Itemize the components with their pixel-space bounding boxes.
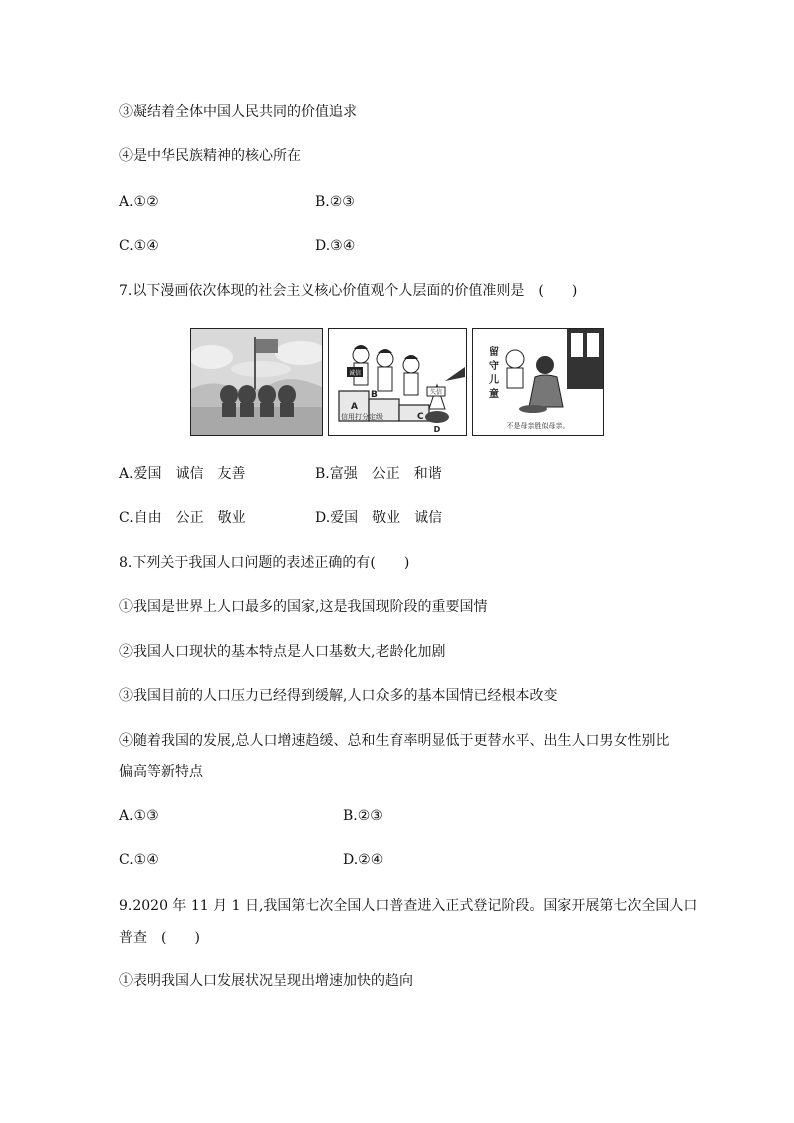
q8-option-4-line2: 偏高等新特点 — [119, 764, 203, 780]
q9-stem-line2: 普查 ( ) — [119, 930, 200, 946]
q7-choice-b: B.富强 公正 和谐 — [315, 466, 442, 482]
comic-panel-flag-salute — [190, 328, 323, 436]
bottom-sign: 失信 — [429, 389, 443, 396]
q9-stem-line1: 9.2020 年 11 月 1 日,我国第七次全国人口普查进入正式登记阶段。国家开展第七次全国人口 — [119, 898, 698, 914]
q7-stem: 7.以下漫画依次体现的社会主义核心价值观个人层面的价值准则是 ( ) — [119, 283, 578, 299]
q7-choice-c: C.自由 公正 敬业 — [119, 510, 246, 526]
step-c: C — [417, 412, 424, 422]
comic-panel-left-behind-child — [472, 328, 604, 436]
vertical-title-2: 守 — [489, 361, 499, 372]
q8-choice-c: C.①④ — [119, 852, 159, 868]
q8-stem: 8.下列关于我国人口问题的表述正确的有( ) — [119, 555, 410, 571]
q6-option-4: ④是中华民族精神的核心所在 — [119, 148, 301, 164]
step-a: A — [351, 402, 358, 412]
q8-choice-a: A.①③ — [119, 808, 159, 824]
sign-label: 诚信 — [348, 370, 362, 377]
q8-option-3: ③我国目前的人口压力已经得到缓解,人口众多的基本国情已经根本改变 — [119, 688, 558, 704]
q6-option-3: ③凝结着全体中国人民共同的价值追求 — [119, 104, 357, 120]
q8-choice-b: B.②③ — [343, 808, 383, 824]
panel3-caption: 不是母亲胜似母亲。 — [506, 422, 570, 430]
q8-option-4-line1: ④随着我国的发展,总人口增速趋缓、总和生育率明显低于更替水平、出生人口男女性别比 — [119, 733, 670, 749]
q8-choice-d: D.②④ — [343, 852, 384, 868]
q8-option-2: ②我国人口现状的基本特点是人口基数大,老龄化加剧 — [119, 644, 446, 660]
vertical-title-4: 童 — [489, 389, 499, 400]
q7-choice-a: A.爱国 诚信 友善 — [119, 466, 246, 482]
q6-choice-b: B.②③ — [315, 194, 355, 210]
q6-choice-d: D.③④ — [315, 238, 356, 254]
q6-choice-a: A.①② — [119, 194, 159, 210]
podium-caption: 信用打分定级 — [341, 413, 383, 421]
q7-comics — [190, 328, 604, 436]
step-b: B — [371, 390, 378, 400]
comic-panel-credit-podium — [328, 328, 467, 436]
step-d: D — [433, 425, 441, 434]
vertical-title-1: 留 — [489, 347, 499, 358]
vertical-title-3: 儿 — [489, 375, 499, 386]
q9-option-1: ①表明我国人口发展状况呈现出增速加快的趋向 — [119, 973, 413, 989]
q6-choice-c: C.①④ — [119, 238, 159, 254]
q7-choice-d: D.爱国 敬业 诚信 — [315, 510, 443, 526]
q8-option-1: ①我国是世界上人口最多的国家,这是我国现阶段的重要国情 — [119, 599, 488, 615]
